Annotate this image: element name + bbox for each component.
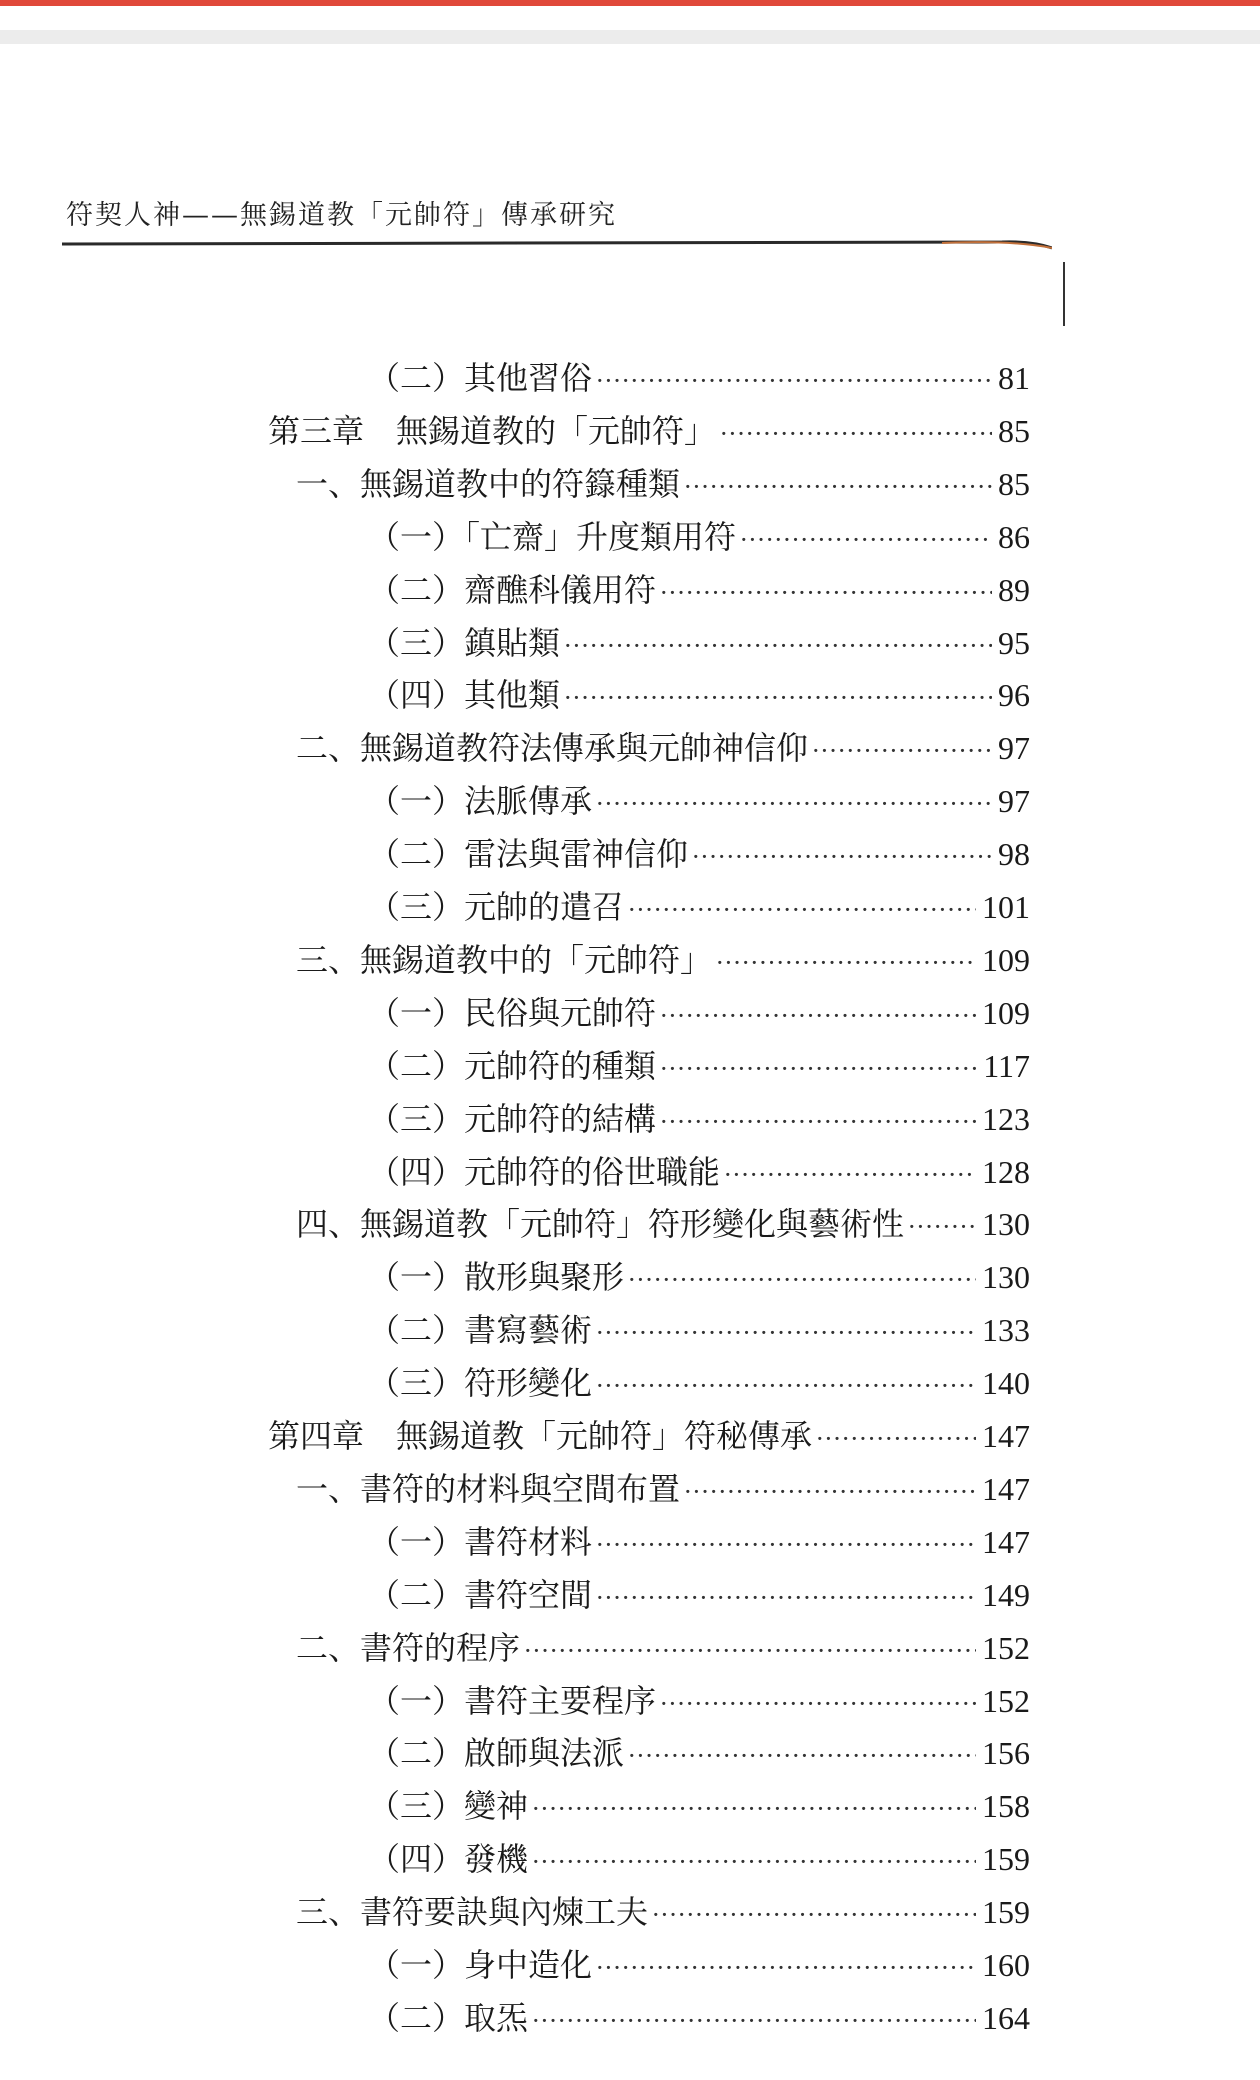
toc-subsection-entry xyxy=(368,1043,1030,1089)
toc-entry-title: （二）書寫藝術 xyxy=(368,1311,593,1349)
toc-page-number: 97 xyxy=(998,783,1030,819)
toc-entry-title: （二）啟師與法派 xyxy=(368,1734,625,1772)
toc-page-number: 86 xyxy=(998,519,1030,555)
toc-entry-title: （一）散形與聚形 xyxy=(368,1258,625,1296)
toc-page-number: 152 xyxy=(982,1683,1030,1719)
toc-page-number: 101 xyxy=(982,889,1030,925)
toc-entry-title: （三）符形變化 xyxy=(368,1364,593,1402)
toc-section-entry xyxy=(296,937,1030,983)
toc-entry-title: （三）元帥符的結構 xyxy=(368,1100,657,1138)
toc-entry-title: 一、書符的材料與空間布置 xyxy=(296,1470,681,1508)
toc-page-number: 164 xyxy=(982,2000,1030,2036)
toc-entry-title: （二）齋醮科儀用符 xyxy=(368,571,657,609)
toc-subsection-entry xyxy=(368,1942,1030,1988)
toc-section-entry xyxy=(296,1625,1030,1671)
dot-leader xyxy=(596,1945,976,1991)
dot-leader xyxy=(740,517,992,563)
toc-subsection-entry xyxy=(368,355,1030,401)
toc-entry-title: （四）其他類 xyxy=(368,676,561,714)
dot-leader xyxy=(660,1681,976,1727)
toc-subsection-entry xyxy=(368,1730,1030,1776)
toc-page-number: 81 xyxy=(998,360,1030,396)
toc-page-number: 130 xyxy=(982,1206,1030,1242)
toc-subsection-entry xyxy=(368,620,1030,666)
toc-entry-title: （一）身中造化 xyxy=(368,1946,593,1984)
toc-page-number: 85 xyxy=(998,466,1030,502)
toc-page-number: 158 xyxy=(982,1788,1030,1824)
toc-subsection-entry xyxy=(368,1149,1030,1195)
toc-subsection-entry xyxy=(368,1836,1030,1882)
toc-entry-title: （三）元帥的遣召 xyxy=(368,888,625,926)
toc-page-number: 97 xyxy=(998,730,1030,766)
toc-subsection-entry xyxy=(368,1307,1030,1353)
toc-chapter-entry xyxy=(268,408,1030,454)
toc-page-number: 95 xyxy=(998,625,1030,661)
toc-page-number: 109 xyxy=(982,942,1030,978)
toc-page-number: 85 xyxy=(998,413,1030,449)
dot-leader xyxy=(596,781,992,827)
toc-entry-title: 三、書符要訣與內煉工夫 xyxy=(296,1893,649,1931)
toc-entry-title: （四）發機 xyxy=(368,1840,529,1878)
toc-page-number: 98 xyxy=(998,836,1030,872)
toc-subsection-entry xyxy=(368,1995,1030,2041)
dot-leader xyxy=(532,1786,976,1832)
dot-leader xyxy=(908,1204,976,1250)
toc-subsection-entry xyxy=(368,884,1030,930)
toc-page-number: 147 xyxy=(982,1524,1030,1560)
toc-entry-title: 二、書符的程序 xyxy=(296,1629,521,1667)
toc-entry-title: （三）變神 xyxy=(368,1787,529,1825)
toc-page-number: 96 xyxy=(998,677,1030,713)
toc-page-number: 159 xyxy=(982,1841,1030,1877)
dot-leader xyxy=(532,1998,976,2044)
toc-subsection-entry xyxy=(368,672,1030,718)
toc-page-number: 149 xyxy=(982,1577,1030,1613)
toc-page-number: 130 xyxy=(982,1259,1030,1295)
running-head-title: 符契人神——無錫道教「元帥符」傳承研究 xyxy=(66,200,617,231)
toc-section-entry xyxy=(296,1889,1030,1935)
dot-leader xyxy=(596,1575,976,1621)
toc-subsection-entry xyxy=(368,1572,1030,1618)
toc-entry-title: 二、無錫道教符法傳承與元帥神信仰 xyxy=(296,729,809,767)
toc-page-number: 147 xyxy=(982,1418,1030,1454)
top-gray-band xyxy=(0,30,1260,44)
toc-entry-title: （二）雷法與雷神信仰 xyxy=(368,835,689,873)
toc-subsection-entry xyxy=(368,567,1030,613)
dot-leader xyxy=(532,1839,976,1885)
dot-leader xyxy=(660,570,992,616)
toc-chapter-entry xyxy=(268,1413,1030,1459)
toc-entry-title: 四、無錫道教「元帥符」符形變化與藝術性 xyxy=(296,1205,905,1243)
toc-entry-title: （一）書符材料 xyxy=(368,1523,593,1561)
dot-leader xyxy=(716,940,976,986)
toc-page-number: 123 xyxy=(982,1101,1030,1137)
dot-leader xyxy=(724,1152,976,1198)
toc-entry-title: （二）書符空間 xyxy=(368,1576,593,1614)
dot-leader xyxy=(684,464,992,510)
toc-entry-title: （二）取炁 xyxy=(368,1999,529,2037)
toc-page-number: 140 xyxy=(982,1365,1030,1401)
header-rule xyxy=(62,238,1052,252)
dot-leader xyxy=(628,887,976,933)
toc-entry-title: （三）鎮貼類 xyxy=(368,624,561,662)
toc-page-number: 117 xyxy=(983,1048,1030,1084)
toc-section-entry xyxy=(296,1201,1030,1247)
toc-entry-title: （一）法脈傳承 xyxy=(368,782,593,820)
dot-leader xyxy=(524,1628,976,1674)
toc-page-number: 89 xyxy=(998,572,1030,608)
toc-entry-title: （一）「亡齋」升度類用符 xyxy=(368,518,737,556)
toc-page-number: 156 xyxy=(982,1735,1030,1771)
top-accent-bar xyxy=(0,0,1260,6)
page-edge-mark xyxy=(1063,262,1065,326)
toc-entry-title: 第三章 無錫道教的「元帥符」 xyxy=(268,412,717,450)
toc-entry-title: （二）元帥符的種類 xyxy=(368,1047,657,1085)
dot-leader xyxy=(720,411,992,457)
toc-section-entry xyxy=(296,725,1030,771)
toc-section-entry xyxy=(296,1466,1030,1512)
toc-page-number: 109 xyxy=(982,995,1030,1031)
toc-page-number: 128 xyxy=(982,1154,1030,1190)
dot-leader xyxy=(564,623,992,669)
dot-leader xyxy=(596,1310,976,1356)
toc-subsection-entry xyxy=(368,1360,1030,1406)
toc-entry-title: （一）書符主要程序 xyxy=(368,1682,657,1720)
toc-page-number: 159 xyxy=(982,1894,1030,1930)
toc-page-number: 152 xyxy=(982,1630,1030,1666)
dot-leader xyxy=(660,1099,976,1145)
toc-page-number: 147 xyxy=(982,1471,1030,1507)
toc-subsection-entry xyxy=(368,778,1030,824)
toc-subsection-entry xyxy=(368,831,1030,877)
toc-entry-title: 三、無錫道教中的「元帥符」 xyxy=(296,941,713,979)
toc-page-number: 133 xyxy=(982,1312,1030,1348)
dot-leader xyxy=(684,1469,976,1515)
dot-leader xyxy=(596,358,992,404)
dot-leader xyxy=(692,834,992,880)
toc-section-entry xyxy=(296,461,1030,507)
toc-entry-title: 一、無錫道教中的符籙種類 xyxy=(296,465,681,503)
dot-leader xyxy=(628,1257,976,1303)
dot-leader xyxy=(660,993,976,1039)
toc-subsection-entry xyxy=(368,990,1030,1036)
toc-entry-title: （一）民俗與元帥符 xyxy=(368,994,657,1032)
toc-entry-title: 第四章 無錫道教「元帥符」符秘傳承 xyxy=(268,1417,813,1455)
toc-page-number: 160 xyxy=(982,1947,1030,1983)
toc-subsection-entry xyxy=(368,1096,1030,1142)
dot-leader xyxy=(812,728,992,774)
toc-subsection-entry xyxy=(368,1783,1030,1829)
dot-leader xyxy=(652,1892,976,1938)
dot-leader xyxy=(596,1522,976,1568)
toc-subsection-entry xyxy=(368,1254,1030,1300)
dot-leader xyxy=(816,1416,976,1462)
dot-leader xyxy=(564,675,992,721)
toc-subsection-entry xyxy=(368,514,1030,560)
dot-leader xyxy=(628,1733,976,1779)
toc-subsection-entry xyxy=(368,1678,1030,1724)
toc-entry-title: （四）元帥符的俗世職能 xyxy=(368,1153,721,1191)
toc-entry-title: （二）其他習俗 xyxy=(368,359,593,397)
dot-leader xyxy=(596,1363,976,1409)
toc-subsection-entry xyxy=(368,1519,1030,1565)
dot-leader xyxy=(660,1046,977,1092)
